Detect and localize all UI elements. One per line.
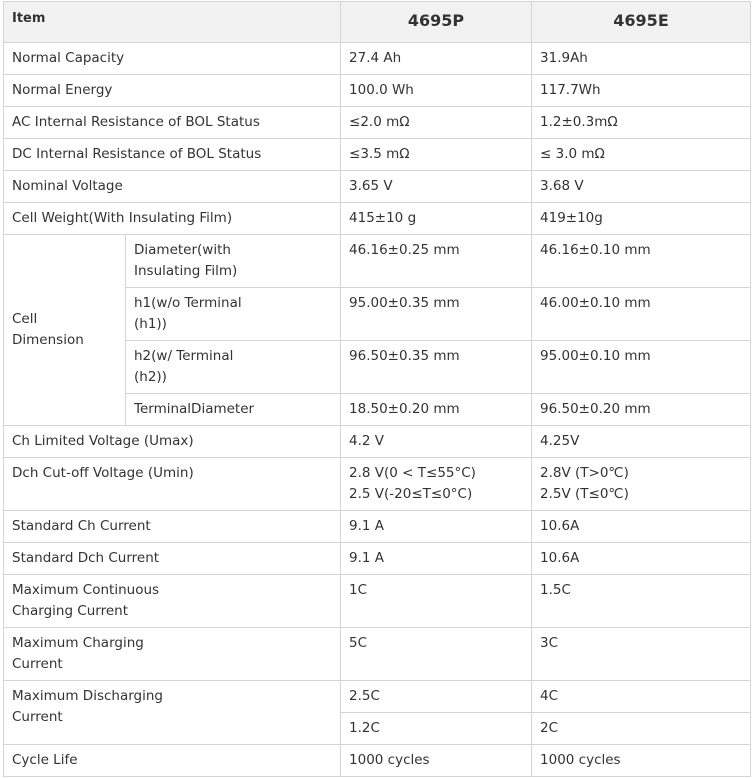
sub-row-label xyxy=(126,288,341,341)
row-label xyxy=(4,681,341,745)
table-row xyxy=(4,511,751,543)
label-line: Maximum Charging xyxy=(12,635,144,651)
cell-line: 2.8 V(0 < T≤55°C) xyxy=(349,465,476,481)
cell-4695e: 4C xyxy=(532,681,751,713)
sub-label-line1: h1(w/o Terminal xyxy=(134,295,242,311)
cell-4695p: 100.0 Wh xyxy=(341,75,532,107)
cell-4695e: 419±10g xyxy=(532,203,751,235)
cell-4695p: 27.4 Ah xyxy=(341,43,532,75)
sub-label-line2: (h2)) xyxy=(134,369,167,385)
label-line: Current xyxy=(12,656,63,672)
cell-4695e: 96.50±0.20 mm xyxy=(532,394,751,426)
label-line: Charging Current xyxy=(12,603,129,619)
dimension-label-line2: Dimension xyxy=(12,332,84,348)
cell-4695p xyxy=(341,458,532,511)
cell-4695p: 415±10 g xyxy=(341,203,532,235)
row-label: Standard Dch Current xyxy=(4,543,341,575)
header-item: Item xyxy=(4,2,341,43)
header-model-4695p: 4695P xyxy=(341,2,532,43)
row-label: Dch Cut-off Voltage (Umin) xyxy=(4,458,341,511)
table-row xyxy=(4,235,751,288)
header-model-4695e: 4695E xyxy=(532,2,751,43)
sub-label-line2: (h1)) xyxy=(134,316,167,332)
cell-4695e: 3C xyxy=(532,628,751,681)
cell-4695e: ≤ 3.0 mΩ xyxy=(532,139,751,171)
table-row xyxy=(4,75,751,107)
sub-row-label xyxy=(126,235,341,288)
sub-row-label: TerminalDiameter xyxy=(126,394,341,426)
cell-line: 2.8V (T>0℃) xyxy=(540,465,629,481)
cell-4695e: 2C xyxy=(532,713,751,745)
cell-4695p: 4.2 V xyxy=(341,426,532,458)
row-label: Normal Energy xyxy=(4,75,341,107)
row-label: AC Internal Resistance of BOL Status xyxy=(4,107,341,139)
cell-4695e: 95.00±0.10 mm xyxy=(532,341,751,394)
row-label: Ch Limited Voltage (Umax) xyxy=(4,426,341,458)
table-row xyxy=(4,543,751,575)
cell-4695p: 1.2C xyxy=(341,713,532,745)
cell-4695e: 4.25V xyxy=(532,426,751,458)
sub-label-line1: Diameter(with xyxy=(134,242,231,258)
cell-4695p: 46.16±0.25 mm xyxy=(341,235,532,288)
row-label: Nominal Voltage xyxy=(4,171,341,203)
sub-label-line1: h2(w/ Terminal xyxy=(134,348,234,364)
table-row xyxy=(4,458,751,511)
table-row xyxy=(4,681,751,713)
dimension-label-line1: Cell xyxy=(12,311,38,327)
table-row xyxy=(4,203,751,235)
cell-4695p: 96.50±0.35 mm xyxy=(341,341,532,394)
cell-4695p: 5C xyxy=(341,628,532,681)
row-label: Cell Weight(With Insulating Film) xyxy=(4,203,341,235)
table-row xyxy=(4,107,751,139)
label-line: Current xyxy=(12,709,63,725)
cell-dimension-label xyxy=(4,235,126,426)
cell-4695e: 1.5C xyxy=(532,575,751,628)
cell-4695e: 1.2±0.3mΩ xyxy=(532,107,751,139)
cell-4695p: ≤3.5 mΩ xyxy=(341,139,532,171)
cell-4695p: 9.1 A xyxy=(341,543,532,575)
cell-4695e: 117.7Wh xyxy=(532,75,751,107)
label-line: Maximum Discharging xyxy=(12,688,163,704)
table-row xyxy=(4,628,751,681)
row-label: Cycle Life xyxy=(4,745,341,777)
row-label: Standard Ch Current xyxy=(4,511,341,543)
sub-label-line2: Insulating Film) xyxy=(134,263,238,279)
cell-4695e: 31.9Ah xyxy=(532,43,751,75)
table-row xyxy=(4,43,751,75)
cell-4695e: 46.00±0.10 mm xyxy=(532,288,751,341)
cell-4695p: 2.5C xyxy=(341,681,532,713)
cell-4695e: 46.16±0.10 mm xyxy=(532,235,751,288)
cell-4695p: 1000 cycles xyxy=(341,745,532,777)
cell-line: 2.5 V(-20≤T≤0°C) xyxy=(349,486,473,502)
cell-4695p: 9.1 A xyxy=(341,511,532,543)
cell-4695e: 10.6A xyxy=(532,511,751,543)
cell-4695e: 10.6A xyxy=(532,543,751,575)
sub-row-label xyxy=(126,341,341,394)
cell-4695e: 3.68 V xyxy=(532,171,751,203)
cell-4695p: 18.50±0.20 mm xyxy=(341,394,532,426)
row-label: Normal Capacity xyxy=(4,43,341,75)
cell-4695p: 3.65 V xyxy=(341,171,532,203)
cell-4695e: 1000 cycles xyxy=(532,745,751,777)
header-row xyxy=(4,2,751,43)
cell-4695p: ≤2.0 mΩ xyxy=(341,107,532,139)
row-label xyxy=(4,628,341,681)
table-row xyxy=(4,745,751,777)
table-row xyxy=(4,426,751,458)
cell-4695e xyxy=(532,458,751,511)
label-line: Maximum Continuous xyxy=(12,582,160,598)
table-row xyxy=(4,139,751,171)
cell-4695p: 1C xyxy=(341,575,532,628)
spec-table xyxy=(3,1,751,777)
row-label xyxy=(4,575,341,628)
table-row xyxy=(4,171,751,203)
row-label: DC Internal Resistance of BOL Status xyxy=(4,139,341,171)
cell-line: 2.5V (T≤0℃) xyxy=(540,486,629,502)
table-row xyxy=(4,575,751,628)
cell-4695p: 95.00±0.35 mm xyxy=(341,288,532,341)
